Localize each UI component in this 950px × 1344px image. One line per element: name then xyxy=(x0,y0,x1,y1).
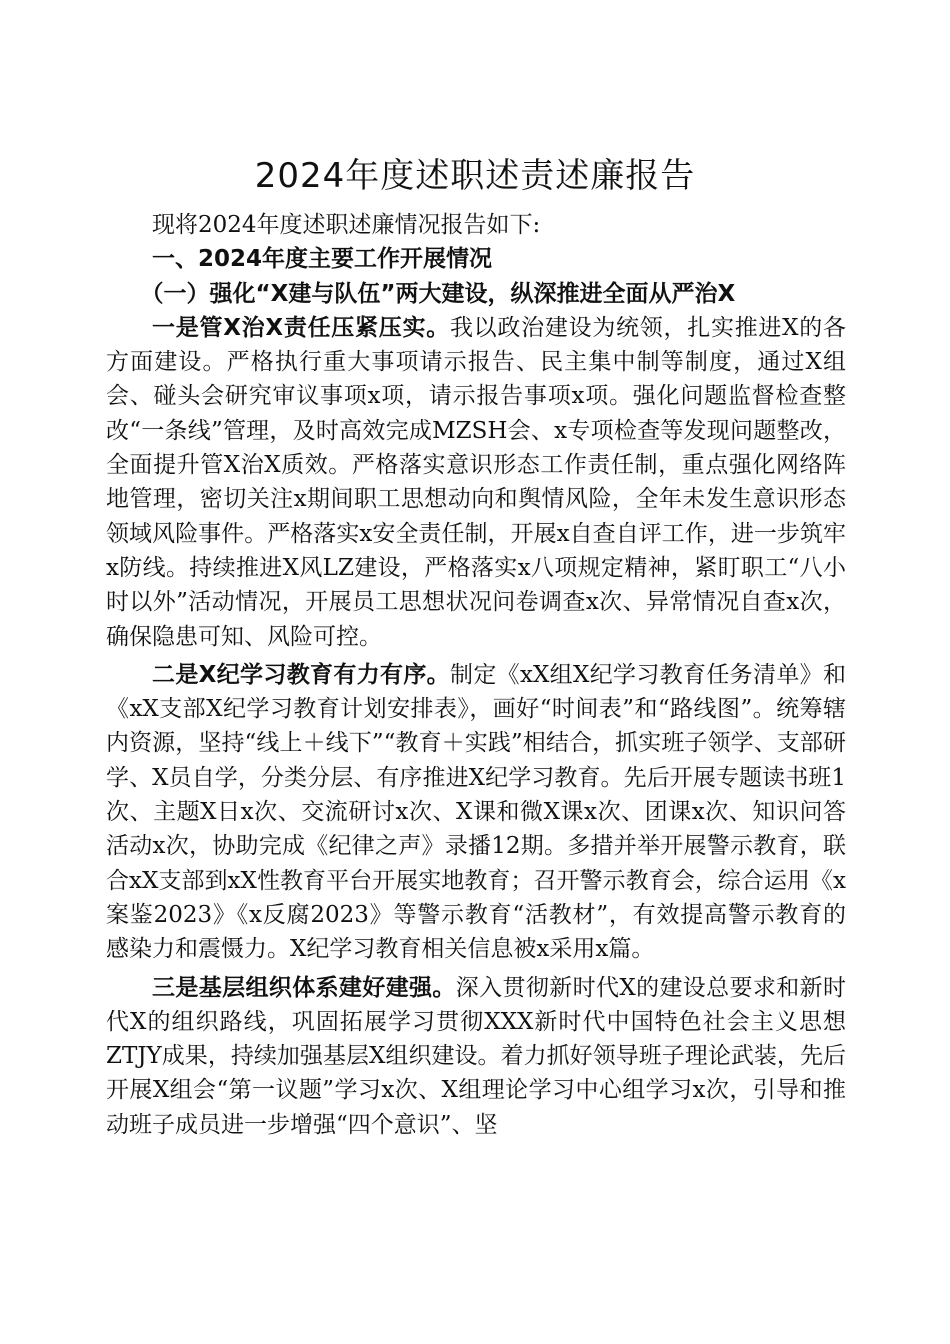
subsection-heading: （一）强化“X建与队伍”两大建设，纵深推进全面从严治X xyxy=(140,280,736,307)
paragraph-text: 制定《xX组X纪学习教育任务清单》和《xX支部X纪学习教育计划安排表》，画好“时间表”和“路线图”。统筹辖内资源，坚持“线上＋线下”“教育＋实践”相结合，抓实班子领学、支部研学、X员自学，分类分层、有序推进X纪学习教育。先后开展专题读书班1次、主题X日x次、交流研讨x次、X课和微X课x次、团课x次、知识问答活动x次，协助完成《纪律之声》录播12期。多措并举开展警示教育，联合xX支部到xX性教育平台开展实地教育；召开警示教育会，综合运用《x案鉴2023》《x反腐2023》等警示教育“活教材”，有效提高警示教育的感染力和震慑力。X纪学习教育相关信息被x采用x篇。 xyxy=(106,661,846,963)
document-body xyxy=(106,208,846,1142)
body-paragraph-3 xyxy=(106,971,846,1142)
paragraph-lead: 二是X纪学习教育有力有序。 xyxy=(152,661,451,688)
body-paragraph-2 xyxy=(106,658,846,967)
paragraph-text: 我以政治建设为统领，扎实推进X的各方面建设。严格执行重大事项请示报告、民主集中制等制度，通过X组会、碰头会研究审议事项x项，请示报告事项x项。强化问题监督检查整改“一条线”管理，及时高效完成MZSH会、x专项检查等发现问题整改，全面提升管X治X质效。严格落实意识形态工作责任制，重点强化网络阵地管理，密切关注x期间职工思想动向和舆情风险，全年未发生意识形态领域风险事件。严格落实x安全责任制，开展x自查自评工作，进一步筑牢x防线。持续推进X风LZ建设，严格落实x八项规定精神，紧盯职工“八小时以外”活动情况，开展员工思想状况问卷调查x次、异常情况自查x次，确保隐患可知、风险可控。 xyxy=(106,314,846,650)
intro-paragraph: 现将2024年度述职述廉情况报告如下: xyxy=(152,212,541,238)
paragraph-lead: 三是基层组织体系建好建强。 xyxy=(152,974,456,1001)
section-heading: 一、2024年度主要工作开展情况 xyxy=(152,246,493,273)
paragraph-lead: 一是管X治X责任压紧压实。 xyxy=(152,314,450,341)
paragraph-text: 深入贯彻新时代X的建设总要求和新时代X的组织路线，巩固拓展学习贯彻XXX新时代中国特色社会主义思想ZTJY成果，持续加强基层X组织建设。着力抓好领导班子理论武装，先后开展X组会“第一议题”学习x次、X组理论学习中心组学习x次，引导和推动班子成员进一步增强“四个意识”、坚 xyxy=(106,974,847,1138)
document-title: 2024年度述职述责述廉报告 xyxy=(254,155,696,196)
body-paragraph-1 xyxy=(106,311,846,654)
